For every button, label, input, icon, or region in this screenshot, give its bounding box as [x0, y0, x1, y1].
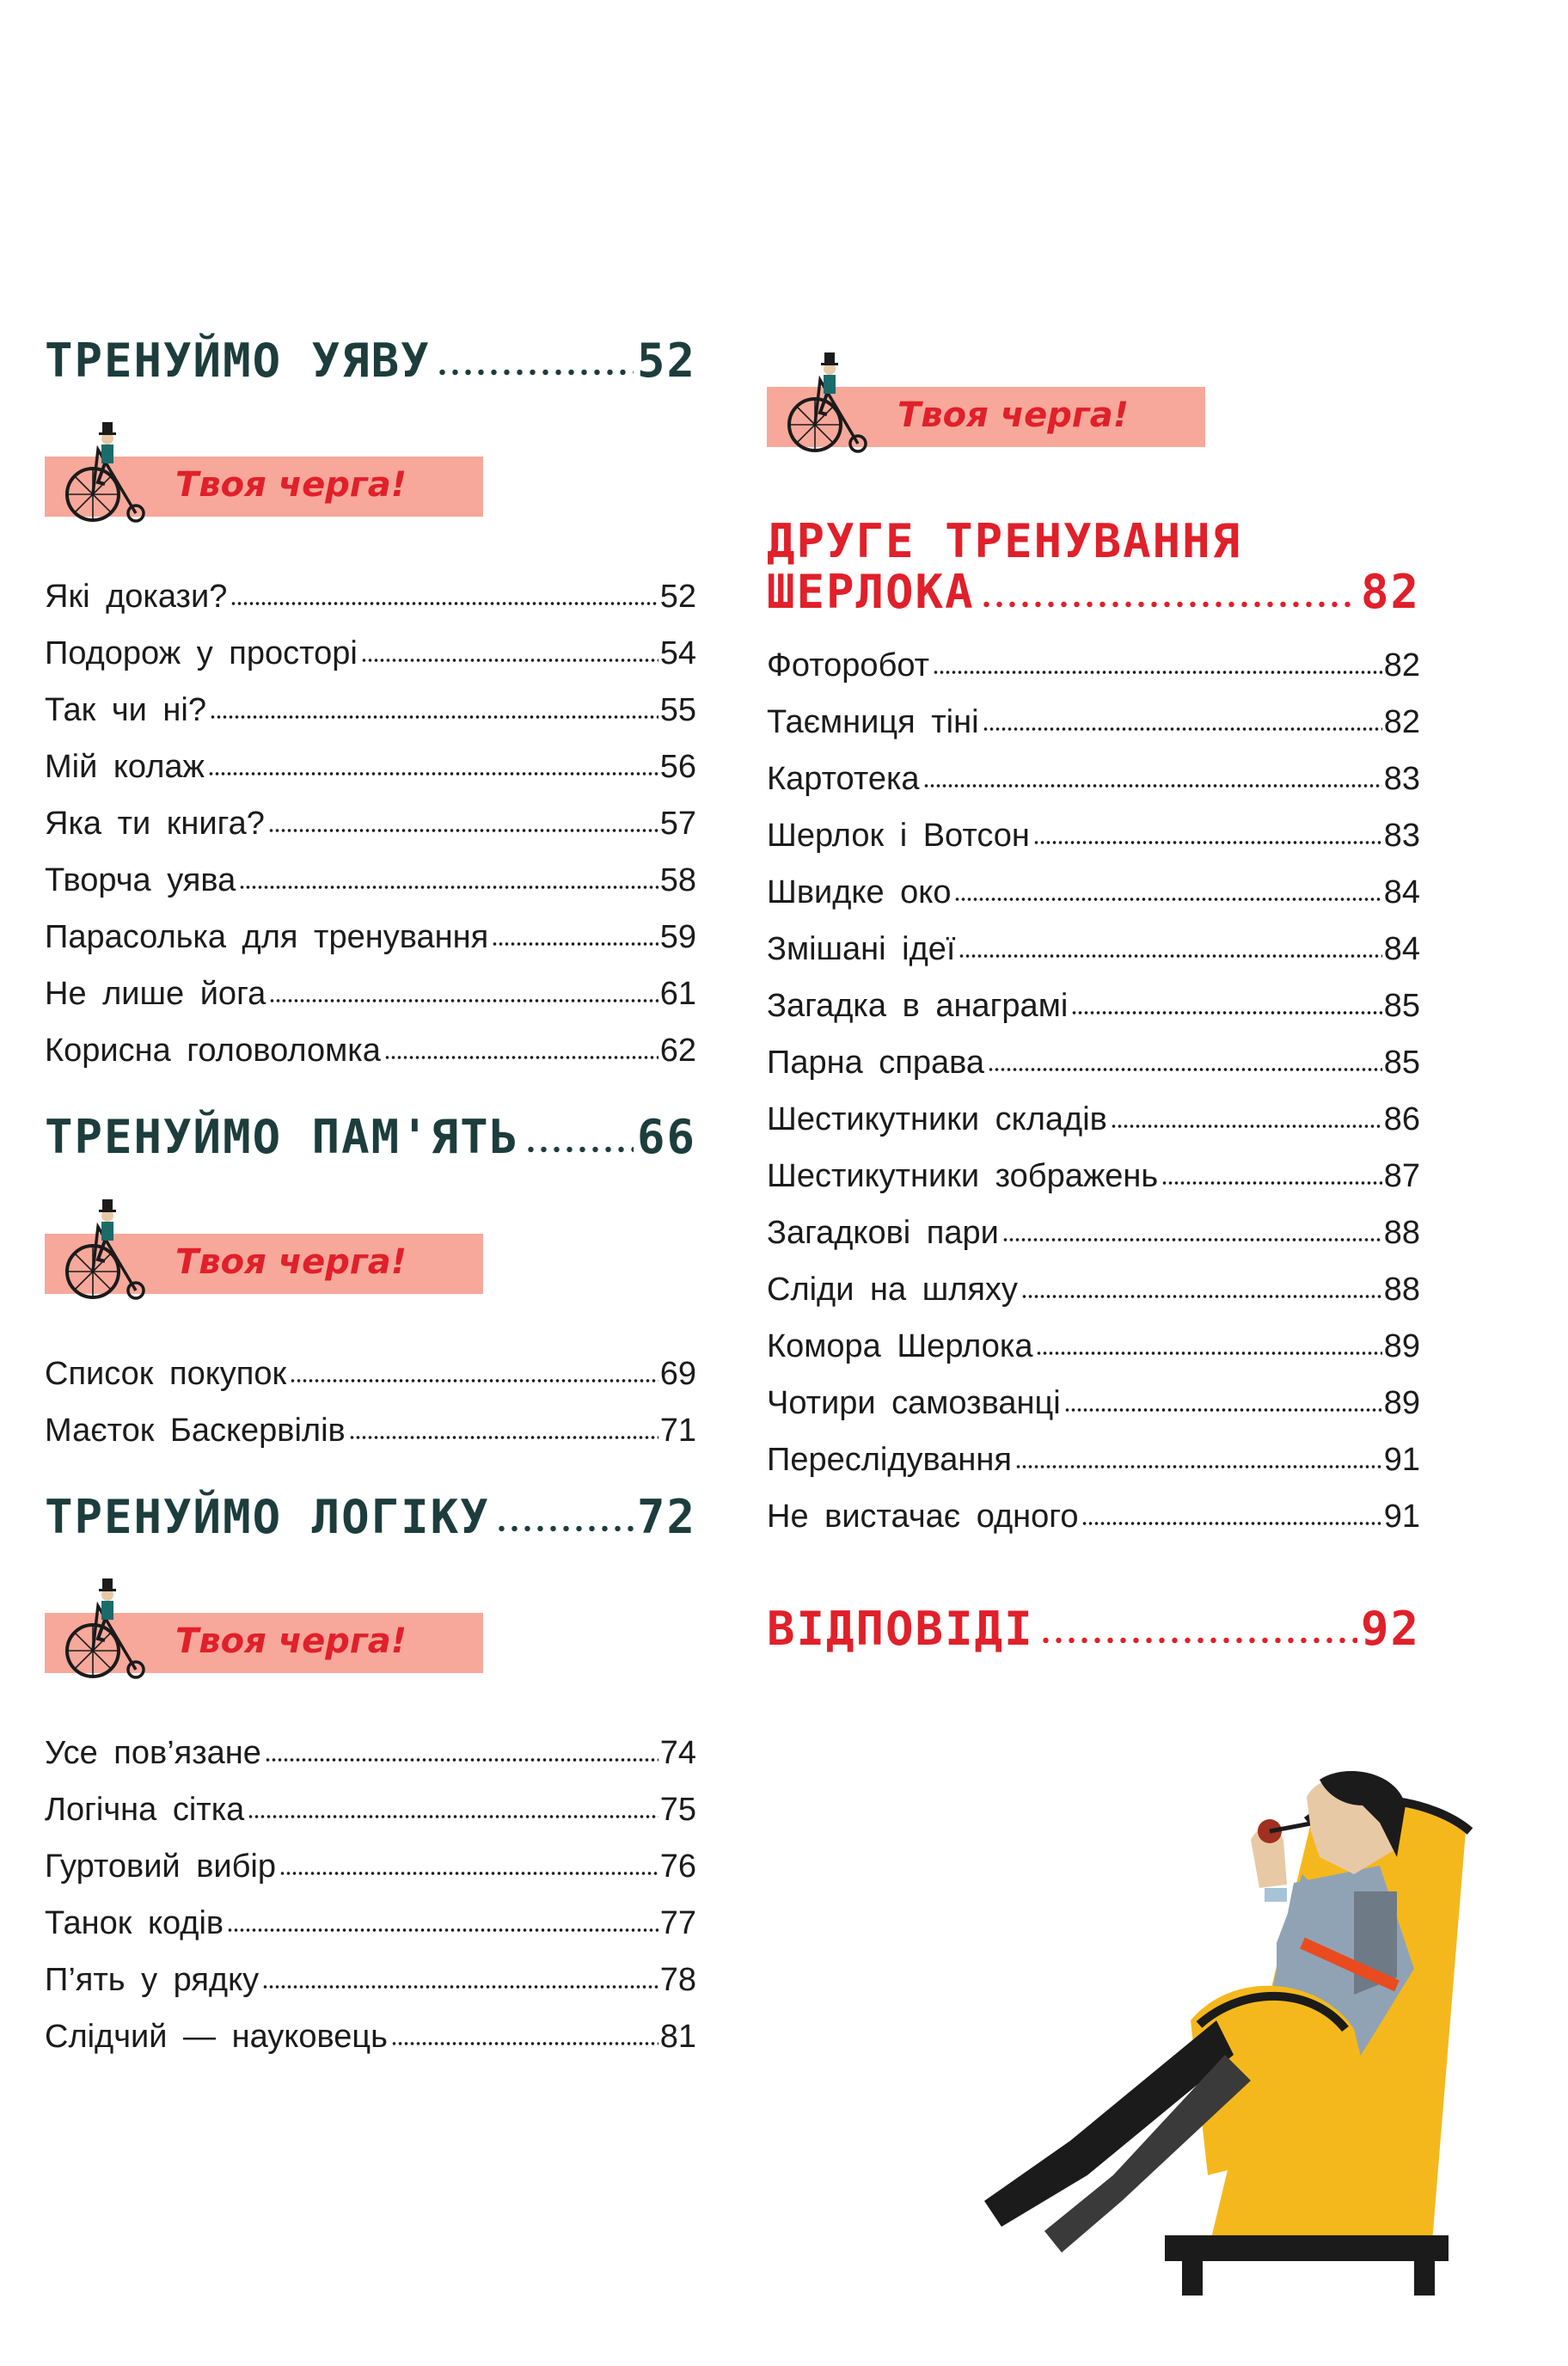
leader-dots [980, 601, 1357, 608]
section-page: 52 [636, 334, 696, 388]
toc-entry[interactable]: Так чи ні? 55 [45, 692, 696, 729]
toc-entry[interactable]: Парна справа 85 [767, 1044, 1420, 1081]
toc-entry[interactable]: Творча уява 58 [45, 862, 696, 899]
toc-entry[interactable]: Гуртовий вибір 76 [45, 1848, 696, 1885]
banner-text: Твоя черга! [175, 1621, 407, 1662]
penny-farthing-icon [64, 1572, 150, 1683]
section-page: 72 [636, 1489, 696, 1544]
toc-entry[interactable]: Таємниця тіні 82 [767, 703, 1420, 740]
toc-entry[interactable]: Які докази? 52 [45, 579, 696, 616]
toc-entry[interactable]: Шестикутники зображень 87 [767, 1157, 1420, 1194]
banner-text: Твоя черга! [175, 465, 407, 506]
section-title: ТРЕНУЙМО ЛОГІКУ [45, 1489, 490, 1544]
toc-entry[interactable]: Парасолька для тренування 59 [45, 919, 696, 956]
toc-entry[interactable]: Танок кодів 77 [45, 1905, 696, 1942]
toc-entry[interactable]: Не вистачає одного 91 [767, 1498, 1420, 1535]
toc-entry[interactable]: Шерлок і Вотсон 83 [767, 817, 1420, 854]
toc-entry[interactable]: Маєток Баскервілів 71 [45, 1412, 696, 1449]
toc-right-column [767, 387, 1420, 1654]
leader-dots [495, 1525, 634, 1532]
section-page: 92 [1360, 1601, 1420, 1656]
toc-left-column [45, 335, 696, 2065]
toc-list-logic [45, 1725, 696, 2065]
toc-entry[interactable]: Усе пов’язане 74 [45, 1735, 696, 1772]
toc-list-imagination [45, 568, 696, 1079]
leader-dots [524, 1146, 634, 1153]
toc-entry[interactable]: Логічна сітка 75 [45, 1792, 696, 1829]
sherlock-armchair-illustration [950, 1771, 1509, 2304]
leader-dots [1039, 1637, 1357, 1644]
toc-entry[interactable]: Слідчий — науковець 81 [45, 2019, 696, 2056]
leader-dots [436, 369, 634, 376]
section-title: ВІДПОВІДІ [767, 1601, 1034, 1656]
your-turn-banner [767, 387, 1205, 447]
section-title-line1: ДРУГЕ ТРЕНУВАННЯ [767, 514, 1242, 568]
banner-text: Твоя черга! [175, 1241, 407, 1282]
section-heading-answers[interactable] [767, 1603, 1420, 1654]
toc-entry[interactable]: Чотири самозванці 89 [767, 1384, 1420, 1421]
penny-farthing-icon [64, 415, 150, 527]
toc-entry[interactable]: Загадкові пари 88 [767, 1214, 1420, 1251]
toc-entry[interactable]: Переслідування 91 [767, 1441, 1420, 1478]
your-turn-banner [45, 457, 483, 517]
toc-entry[interactable]: Фоторобот 82 [767, 647, 1420, 683]
toc-entry[interactable]: Мій колаж 56 [45, 749, 696, 786]
toc-entry[interactable]: Швидке око 84 [767, 873, 1420, 910]
your-turn-banner [45, 1613, 483, 1673]
your-turn-banner [45, 1234, 483, 1294]
banner-text: Твоя черга! [897, 395, 1130, 435]
section-page: 82 [1360, 565, 1420, 620]
toc-entry[interactable]: Корисна головоломка 62 [45, 1033, 696, 1070]
section-heading-memory[interactable] [45, 1110, 696, 1165]
toc-list-memory [45, 1345, 696, 1459]
toc-entry[interactable]: Комора Шерлока 89 [767, 1327, 1420, 1364]
toc-entry[interactable]: Список покупок 69 [45, 1355, 696, 1392]
section-title: ТРЕНУЙМО ПАМ'ЯТЬ [45, 1110, 520, 1165]
toc-entry[interactable]: Загадка в анаграмі 85 [767, 987, 1420, 1024]
toc-entry[interactable]: Картотека 83 [767, 760, 1420, 797]
section-heading-imagination[interactable] [45, 335, 696, 386]
section-title: ТРЕНУЙМО УЯВУ [45, 334, 431, 388]
penny-farthing-icon [786, 346, 872, 457]
toc-entry[interactable]: П’ять у рядку 78 [45, 1962, 696, 1999]
toc-entry[interactable]: Сліди на шляху 88 [767, 1271, 1420, 1308]
section-heading-sherlock-training[interactable] [767, 516, 1420, 618]
toc-entry[interactable]: Подорож у просторі 54 [45, 635, 696, 672]
toc-list-sherlock [767, 637, 1420, 1545]
section-page: 66 [636, 1110, 696, 1165]
penny-farthing-icon [64, 1192, 150, 1304]
toc-entry[interactable]: Яка ти книга? 57 [45, 806, 696, 843]
toc-entry[interactable]: Змішані ідеї 84 [767, 930, 1420, 967]
section-heading-logic[interactable] [45, 1489, 696, 1544]
toc-entry[interactable]: Шестикутники складів 86 [767, 1100, 1420, 1137]
section-title-line2: ШЕРЛОКА [767, 565, 975, 620]
toc-entry[interactable]: Не лише йога 61 [45, 976, 696, 1013]
